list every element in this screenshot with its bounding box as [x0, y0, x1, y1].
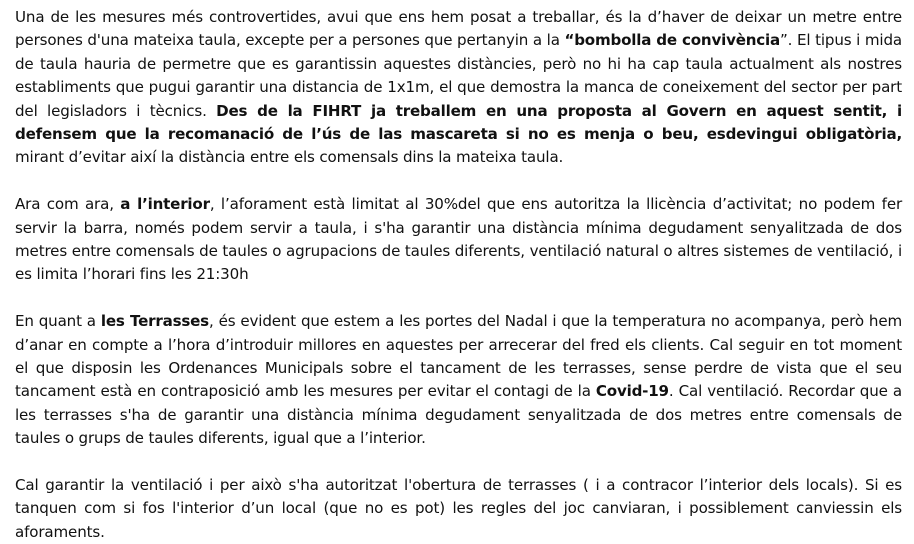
- paragraph-ventilation: [15, 474, 902, 544]
- text-segment: ”. El tipus i mida de taula hauria de permetre que es garantissin aquestes distàncies, però no hi ha cap taula actualment als nostres establiments que pugui garantir una distancia de 1x1m, el que demostra la manca de coneixement del sector per part del legisladors i tècnics.: [15, 31, 902, 120]
- text-segment: , és evident que estem a les portes del Nadal i que la temperatura no acompanya, però hem d’anar en compte a l’hora d’introduir millores en aquestes per arrecerar del fred els clients. Cal seguir en tot moment el que disposin les Ordenances Municipals sobre el tancament de les terrasses, sense perdre de vista que el seu tancament està en contraposició amb les mesures per evitar el contagi de la: [15, 312, 903, 401]
- text-segment: mirant d’evitar així la distància entre els comensals dins la mateixa taula.: [15, 148, 564, 167]
- text-segment: , l’aforament està limitat al 30%del que ens autoritza la llicència d’activitat; no podem fer servir la barra, només podem servir a taula, i s'ha garantir una distància mínima degudament senyalitzada de dos metres entre comensals de taules o agrupacions de taules diferents, ventilació natural o altres sistemes de ventilació, i es limita l’horari fins les 21:30h: [15, 195, 903, 284]
- paragraph-terrace-rules: [15, 310, 902, 450]
- document-body: [15, 6, 902, 544]
- text-segment: En quant a: [15, 312, 101, 331]
- text-segment-bold: Covid-19: [595, 382, 669, 401]
- paragraph-distance-rules: [15, 6, 902, 170]
- paragraph-interior-rules: [15, 193, 902, 287]
- text-segment: Una de les mesures més controvertides, avui que ens hem posat a treballar, és la d’haver de deixar un metre entre persones d'una mateixa taula, excepte per a persones que pertanyin a la: [15, 8, 902, 50]
- text-segment: Cal garantir la ventilació i per això s'ha autoritzat l'obertura de terrasses ( i a contracor l’interior dels locals). Si es tanquen com si fos l'interior d’un local (que no es pot) les regles del joc canviaran, i possiblement canviessin els aforaments.: [15, 476, 902, 541]
- text-segment-bold: Des de la FIHRT ja treballem en una proposta al Govern en aquest sentit, i defensem que la recomanació de l’ús de las mascareta si no es menja o beu, esdevingui obligatòria,: [15, 101, 902, 144]
- text-segment: . Cal ventilació. Recordar que a les terrasses s'ha de garantir una distància mínima degudament senyalitzada de dos metres entre comensals de taules o grups de taules diferents, igual que a l’interior.: [15, 382, 902, 448]
- text-segment-bold: les Terrasses: [100, 312, 209, 331]
- text-segment-bold: a l’interior: [120, 195, 210, 214]
- text-segment-bold: “bombolla de convivència: [564, 31, 780, 50]
- text-segment: Ara com ara,: [15, 195, 121, 214]
